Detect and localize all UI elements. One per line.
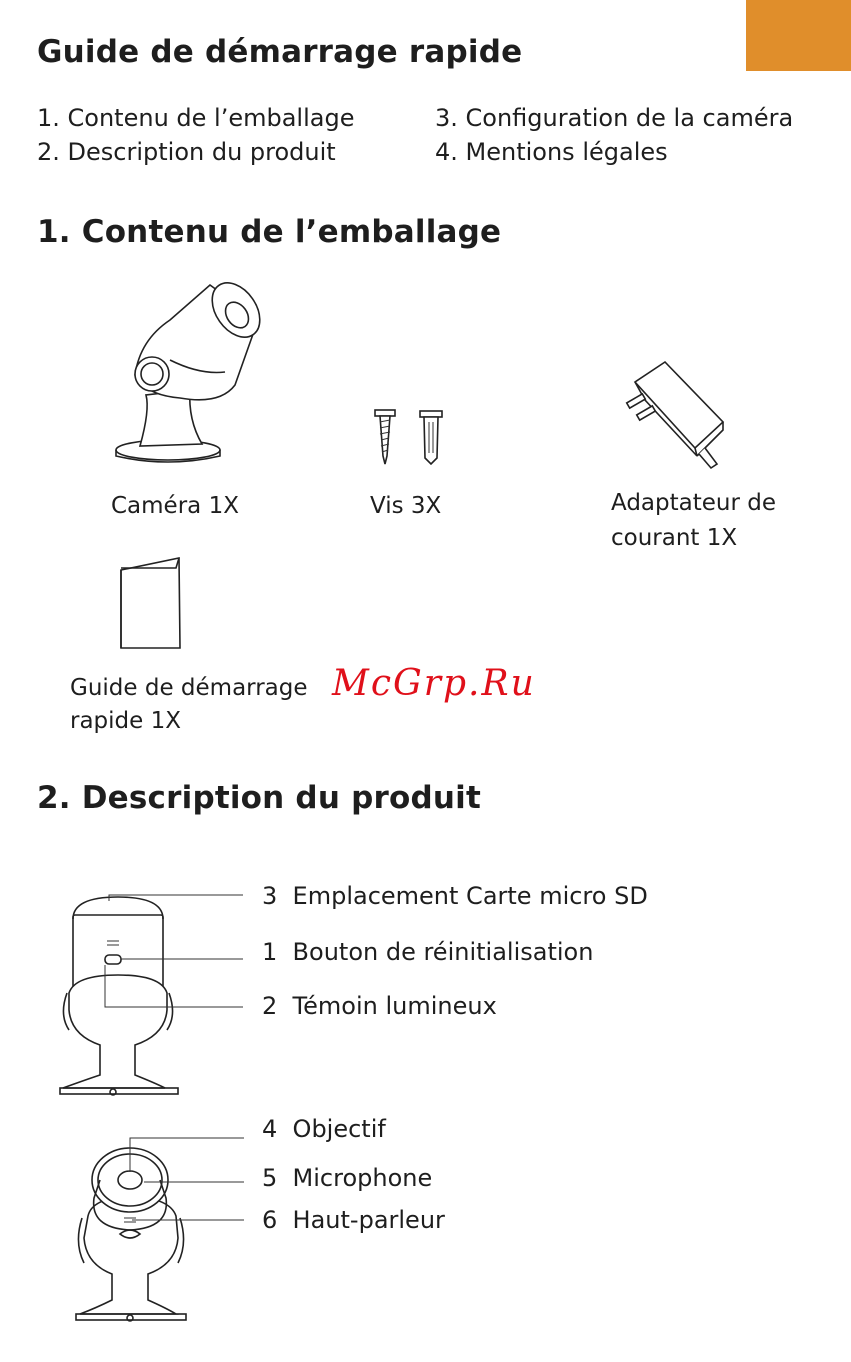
watermark: McGrp.Ru xyxy=(332,663,536,704)
label-5: 5 Microphone xyxy=(262,1164,433,1192)
toc-item-1: 1. Contenu de l’emballage xyxy=(37,104,355,132)
adapter-caption-line1: Adaptateur de xyxy=(611,490,776,516)
guide-caption-line1: Guide de démarrage xyxy=(70,675,308,701)
wall-anchor-icon xyxy=(420,411,442,464)
power-adapter-icon xyxy=(625,360,730,470)
screws-caption: Vis 3X xyxy=(370,493,442,519)
screw-icon xyxy=(375,410,395,464)
section1-heading: 1. Contenu de l’emballage xyxy=(37,214,502,250)
section2-heading: 2. Description du produit xyxy=(37,780,481,816)
toc-item-2: 2. Description du produit xyxy=(37,138,336,166)
label-4: 4 Objectif xyxy=(262,1115,386,1143)
label-1: 1 Bouton de réinitialisation xyxy=(262,938,594,966)
label-3: 3 Emplacement Carte micro SD xyxy=(262,882,648,910)
guide-caption-line2: rapide 1X xyxy=(70,708,181,734)
page-title: Guide de démarrage rapide xyxy=(37,34,523,70)
orange-corner-tab xyxy=(746,0,851,71)
label-6: 6 Haut-parleur xyxy=(262,1206,445,1234)
label-2: 2 Témoin lumineux xyxy=(262,992,497,1020)
camera-back-diagram xyxy=(55,895,255,1100)
adapter-caption-line2: courant 1X xyxy=(611,525,738,551)
screws-illustration xyxy=(374,408,444,468)
camera-front-diagram xyxy=(70,1138,270,1328)
toc-item-3: 3. Configuration de la caméra xyxy=(435,104,794,132)
camera-caption: Caméra 1X xyxy=(111,493,239,519)
booklet-icon xyxy=(118,556,188,652)
camera-illustration xyxy=(110,280,270,465)
toc-item-4: 4. Mentions légales xyxy=(435,138,668,166)
